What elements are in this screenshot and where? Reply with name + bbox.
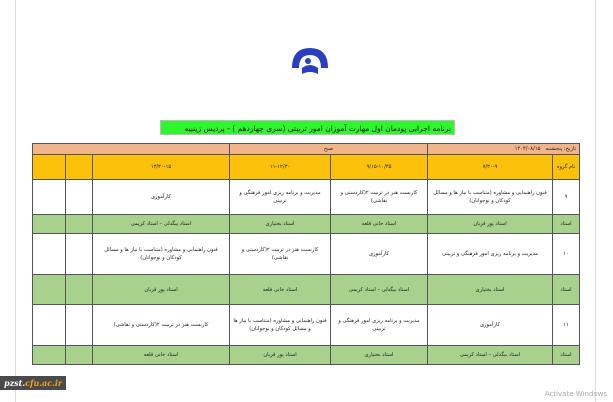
course-cell: کارآموزی: [428, 305, 553, 346]
empty-cell: [33, 234, 66, 275]
teacher-label: استاد: [553, 215, 580, 234]
schedule-table: [32, 143, 580, 365]
time-header: ۱۱-۱۲/۳۰: [230, 155, 331, 180]
time-header: ۱۳/۳۰-۱۵: [93, 155, 230, 180]
page-edge-left: [15, 0, 16, 402]
course-cell: مدیریت و برنامه ریزی امور فرهنگی و تربیتی: [428, 234, 553, 275]
course-cell: کاربست هنر در تربیت ۲(کاردستی و نقاشی): [331, 180, 428, 215]
course-cell: کاربست هنر در تربیت ۲(کاردستی و نقاشی): [93, 305, 230, 346]
teacher-label: استاد: [553, 275, 580, 305]
empty-cell: [33, 275, 66, 305]
teacher-cell: استاد پور قربان: [230, 346, 331, 365]
course-cell: فنون راهنمایی و مشاوره (متناسب با نیاز ها و مسائل کودکان و نوجوانان): [230, 305, 331, 346]
empty-cell: [33, 305, 66, 346]
teacher-cell: استاد خانی قلعه: [93, 346, 230, 365]
document-title: برنامه اجرایی پودمان اول مهارت آموزان امور تربیتی (سری چهاردهم ) - پردیس زینبیه: [160, 120, 455, 135]
date-label: تاریخ: پنجشنبه: [545, 146, 576, 152]
empty-cell: [66, 305, 93, 346]
empty-cell: [66, 234, 93, 275]
teacher-cell: استاد بیگدلی – استاد کریمی: [428, 346, 553, 365]
course-cell: فنون راهنمایی و مشاوره (متناسب با نیاز ها و مسائل کودکان و نوجوانان): [93, 234, 230, 275]
empty-cell: [33, 215, 66, 234]
empty-cell: [33, 180, 66, 215]
empty-header: [33, 144, 230, 155]
activate-windows-notice: Activate Windows: [544, 390, 607, 398]
empty-cell: [66, 180, 93, 215]
teacher-cell: استاد بیگدلی – استاد کریمی: [331, 275, 428, 305]
teacher-cell: استاد پور قربان: [93, 275, 230, 305]
course-cell: کاربست هنر در تربیت ۲(کاردستی و نقاشی): [230, 234, 331, 275]
empty-cell: [66, 215, 93, 234]
teacher-label: استاد: [553, 346, 580, 365]
group-number: ۱۱: [553, 305, 580, 346]
watermark-part: pzst.: [4, 378, 26, 388]
date-value: ۱۴۰۴/۰۸/۱۵: [514, 146, 541, 152]
page-edge-right: [595, 0, 596, 402]
course-cell: فنون راهنمایی و مشاوره (متناسب با نیاز ها و مسائل کودکان و نوجوانان): [428, 180, 553, 215]
group-col-header: نام گروه: [553, 155, 580, 180]
empty-cell: [66, 155, 93, 180]
site-watermark: [0, 376, 66, 390]
logo-emblem-icon: [288, 44, 332, 78]
course-cell: مدیریت و برنامه ریزی امور فرهنگی و تربیتی: [331, 305, 428, 346]
group-number: ۱۰: [553, 234, 580, 275]
university-logo: [275, 44, 345, 102]
empty-cell: [66, 275, 93, 305]
teacher-cell: استاد پور قربان: [428, 215, 553, 234]
watermark-domain: cfu.ac.ir: [25, 378, 63, 388]
teacher-cell: استاد بختیاری: [230, 215, 331, 234]
empty-cell: [66, 346, 93, 365]
teacher-cell: استاد بختیاری: [428, 275, 553, 305]
time-header: ۹/۱۵-۱۰/۴۵: [331, 155, 428, 180]
teacher-cell: استاد بختیاری: [331, 346, 428, 365]
course-cell: مدیریت و برنامه ریزی امور فرهنگی و تربیتی: [230, 180, 331, 215]
course-cell: کارآموزی: [331, 234, 428, 275]
group-number: ۹: [553, 180, 580, 215]
teacher-cell: استاد خانی قلعه: [230, 275, 331, 305]
empty-cell: [33, 155, 66, 180]
teacher-cell: استاد خانی قلعه: [331, 215, 428, 234]
empty-cell: [33, 346, 66, 365]
course-cell: کارآموزی: [93, 180, 230, 215]
teacher-cell: استاد بیگدلی – استاد کریمی: [93, 215, 230, 234]
period-cell: صبح: [230, 144, 428, 155]
date-cell: [428, 144, 580, 155]
time-header: ۷/۳۰-۹: [428, 155, 553, 180]
